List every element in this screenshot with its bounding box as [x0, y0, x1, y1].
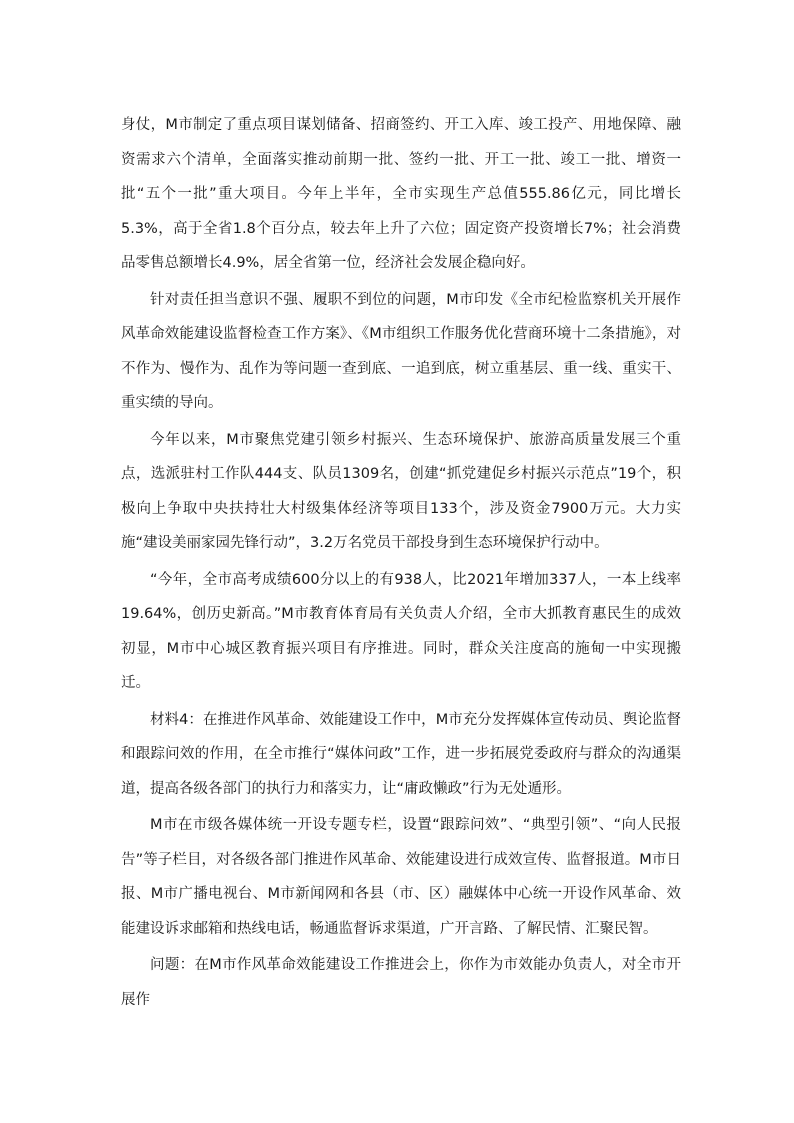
document-body	[121, 108, 681, 1017]
paragraph-3: 今年以来，M市聚焦党建引领乡村振兴、生态环境保护、旅游高质量发展三个重点，选派驻村工作队444支、队员1309名，创建“抓党建促乡村振兴示范点”19个，积极向上争取中央扶持壮大村级集体经济等项目133个，涉及资金7900万元。大力实施“建设美丽家园先锋行动”，3.2万名党员干部投身到生态环境保护行动中。	[121, 431, 681, 551]
paragraph-2: 针对责任担当意识不强、履职不到位的问题，M市印发《全市纪检监察机关开展作风革命效能建设监督检查工作方案》、《M市组织工作服务优化营商环境十二条措施》，对不作为、慢作为、乱作为等问题一查到底、一追到底，树立重基层、重一线、重实干、重实绩的导向。	[121, 291, 681, 411]
paragraph-7: 问题：在M市作风革命效能建设工作推进会上，你作为市效能办负责人，对全市开展作	[121, 957, 681, 1008]
paragraph-6: M市在市级各媒体统一开设专题专栏，设置“跟踪问效”、“典型引领”、“向人民报告”等子栏目，对各级各部门推进作风革命、效能建设进行成效宣传、监督报道。M市日报、M市广播电视台、M市新闻网和各县（市、区）融媒体中心统一开设作风革命、效能建设诉求邮箱和热线电话，畅通监督诉求渠道，广开言路、了解民情、汇聚民智。	[121, 817, 681, 937]
paragraph-5: 材料4：在推进作风革命、效能建设工作中，M市充分发挥媒体宣传动员、舆论监督和跟踪问效的作用，在全市推行“媒体问政”工作，进一步拓展党委政府与群众的沟通渠道，提高各级各部门的执行力和落实力，让“庸政懒政”行为无处遁形。	[121, 711, 681, 797]
paragraph-4: “今年，全市高考成绩600分以上的有938人，比2021年增加337人，一本上线率19.64%，创历史新高。”M市教育体育局有关负责人介绍，全市大抓教育惠民生的成效初显，M市中心城区教育振兴项目有序推进。同时，群众关注度高的施甸一中实现搬迁。	[121, 571, 681, 691]
paragraph-1: 身仗，M市制定了重点项目谋划储备、招商签约、开工入库、竣工投产、用地保障、融资需求六个清单，全面落实推动前期一批、签约一批、开工一批、竣工一批、增资一批“五个一批”重大项目。今年上半年，全市实现生产总值555.86亿元，同比增长5.3%，高于全省1.8个百分点，较去年上升了六位；固定资产投资增长7%；社会消费品零售总额增长4.9%，居全省第一位，经济社会发展企稳向好。	[121, 117, 681, 271]
